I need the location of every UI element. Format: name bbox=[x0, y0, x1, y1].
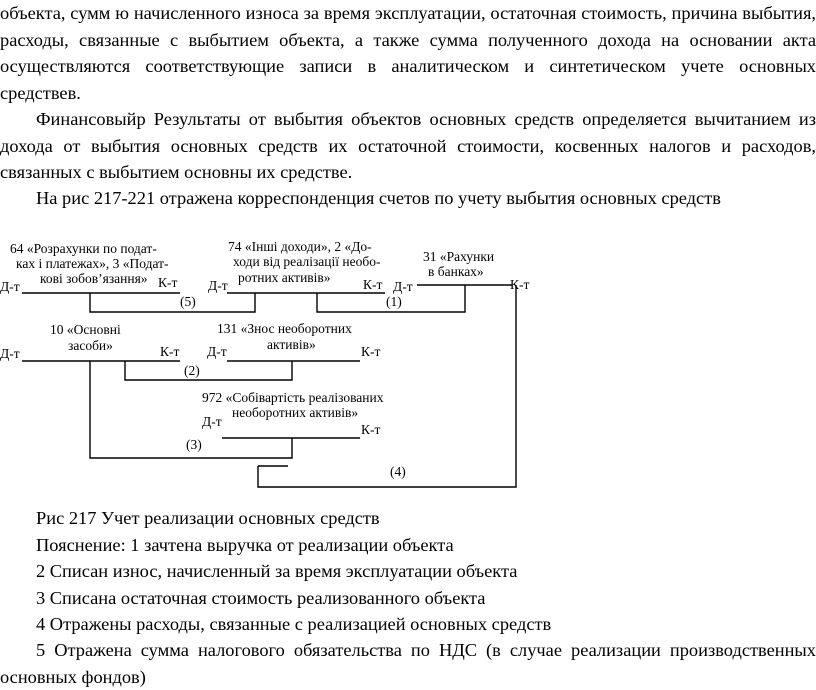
account-10 bbox=[0, 322, 180, 361]
figure-caption: Рис 217 Учет реализации основных средств bbox=[36, 508, 380, 528]
account-131-title-line1: 131 «Знос необоротних bbox=[217, 321, 352, 336]
account-64-debit: Д-т bbox=[0, 279, 20, 294]
account-correspondence-diagram bbox=[0, 232, 816, 502]
entry-5-line bbox=[90, 293, 255, 312]
account-972-title-line2: необоротних активів» bbox=[232, 405, 359, 420]
account-64 bbox=[0, 241, 180, 294]
paragraph-figure-reference: На рис 217-221 отражена корреспонденция счетов по учету выбытия основных средств bbox=[36, 188, 721, 208]
account-64-credit: К-т bbox=[158, 275, 178, 290]
account-31-title-line2: в банках» bbox=[428, 264, 484, 279]
account-64-title-line1: 64 «Розрахунки по подат- bbox=[10, 241, 157, 256]
account-64-title-line3: кові зобов’язання» bbox=[40, 271, 148, 286]
paragraph-financial-result: Финансовыйр Результаты от выбытия объектов основных средств определяется вычитанием из дохода от выбытия основных средств их остаточной стоимости, косвенных налогов и расходов, связанных с выбытием основны их средстве. bbox=[0, 109, 816, 182]
note-4: 4 Отражены расходы, связанные с реализацией основных средств bbox=[36, 614, 552, 634]
account-10-title-line1: 10 «Основні bbox=[50, 322, 121, 337]
paragraph-intro-continuation: объекта, сумм ю начисленного износа за время эксплуатации, остаточная стоимость, причина выбытия, расходы, связанные с выбытием объекта, а также сумма полученного дохода на основании акта осуществляются соответствующие записи в аналитическом и синтетическом учете основных средствев. bbox=[0, 3, 816, 103]
account-64-title-line2: ках і платежах», 3 «Подат- bbox=[16, 256, 169, 271]
entry-3-label: (3) bbox=[186, 437, 202, 452]
account-74-title-line3: ротних активів» bbox=[238, 270, 331, 285]
note-3: 3 Списана остаточная стоимость реализованного объекта bbox=[36, 588, 486, 608]
account-131 bbox=[207, 321, 381, 361]
account-31 bbox=[393, 249, 530, 294]
account-131-title-line2: активів» bbox=[267, 337, 316, 352]
account-131-credit: К-т bbox=[361, 344, 381, 359]
account-31-debit: Д-т bbox=[393, 279, 413, 294]
account-972 bbox=[202, 390, 384, 438]
entry-1-label: (1) bbox=[386, 294, 402, 309]
entry-2-label: (2) bbox=[184, 363, 200, 378]
account-74-title-line2: ходи від реалізації необо- bbox=[233, 254, 381, 269]
account-131-debit: Д-т bbox=[207, 344, 227, 359]
note-1: Пояснение: 1 зачтена выручка от реализации объекта bbox=[36, 535, 454, 555]
account-74-debit: Д-т bbox=[208, 278, 228, 293]
entry-2-line bbox=[125, 361, 292, 380]
account-31-credit: К-т bbox=[510, 277, 530, 292]
account-972-title-line1: 972 «Собівартість реалізованих bbox=[202, 390, 384, 405]
account-10-title-line2: засоби» bbox=[68, 338, 113, 353]
account-972-credit: К-т bbox=[361, 422, 381, 437]
account-10-credit: К-т bbox=[160, 344, 180, 359]
entry-4-line bbox=[258, 285, 516, 487]
entry-5-label: (5) bbox=[180, 294, 196, 309]
entry-4-label: (4) bbox=[390, 464, 406, 479]
note-2: 2 Списан износ, начисленный за время эксплуатации объекта bbox=[36, 561, 518, 581]
account-972-debit: Д-т bbox=[202, 414, 222, 429]
account-74-title-line1: 74 «Інші доходи», 2 «До- bbox=[228, 239, 372, 254]
account-74 bbox=[208, 239, 385, 293]
account-31-title-line1: 31 «Рахунки bbox=[423, 249, 495, 264]
note-5: 5 Отражена сумма налогового обязательства по НДС (в случае реализации производственных основных фондов) bbox=[0, 640, 816, 687]
account-74-credit: К-т bbox=[363, 277, 383, 292]
account-10-debit: Д-т bbox=[0, 346, 20, 361]
